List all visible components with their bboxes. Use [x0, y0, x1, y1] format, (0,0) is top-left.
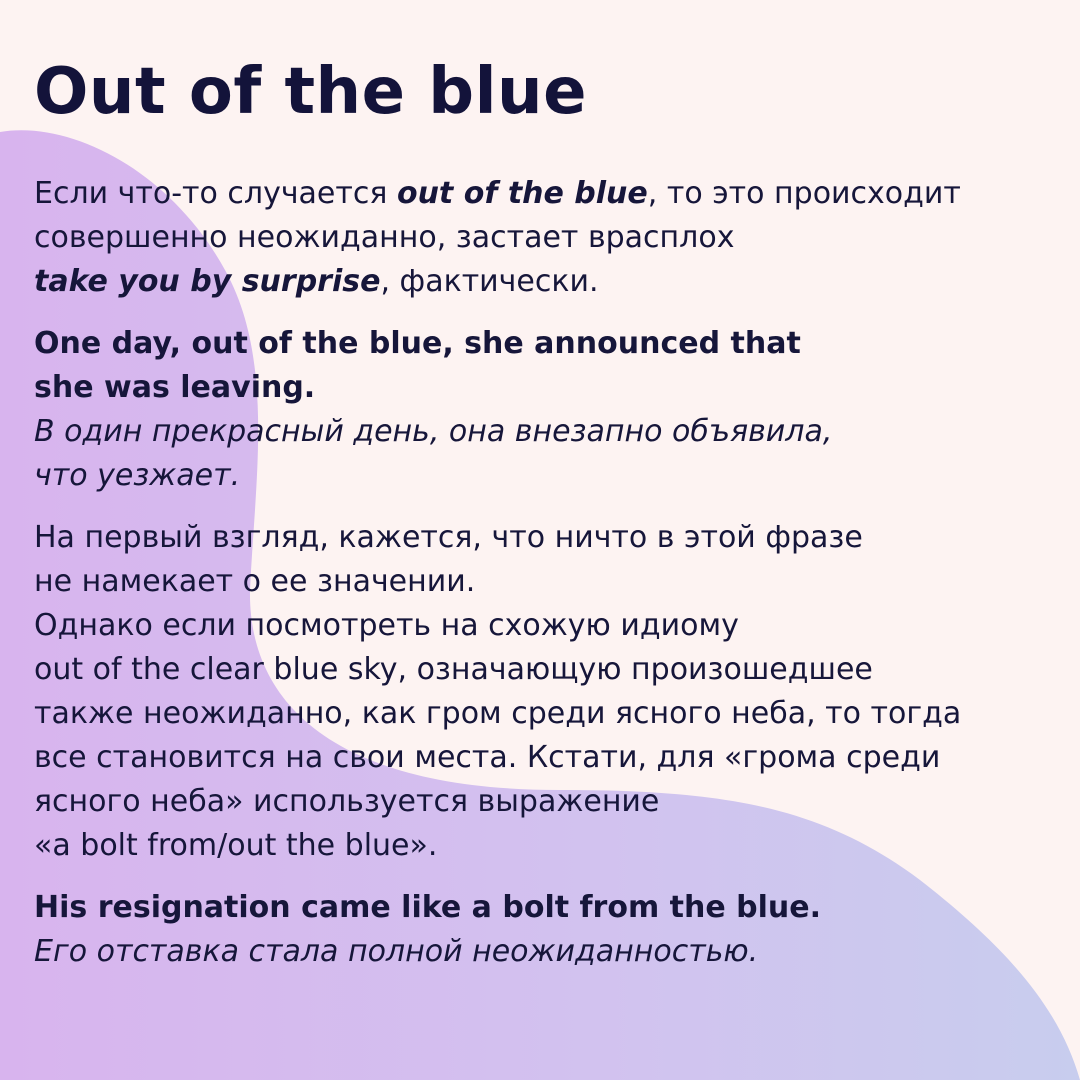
- example-1-translation-line-2: что уезжает.: [34, 458, 241, 493]
- explanation-line: также неожиданно, как гром среди ясного неба, то тогда: [34, 696, 962, 731]
- explanation-line: «a bolt from/out the blue».: [34, 828, 438, 863]
- explanation-line: все становится на свои места. Кстати, для «грома среди: [34, 740, 941, 775]
- explanation-line: out of the clear blue sky, означающую произошедшее: [34, 652, 873, 687]
- intro-line-2: совершенно неожиданно, застает врасплох: [34, 220, 735, 255]
- intro-line-3: [34, 260, 961, 304]
- synonym-highlight: take you by surprise: [34, 264, 381, 299]
- intro-line-1: [34, 172, 961, 216]
- idiom-highlight: out of the blue: [396, 176, 648, 211]
- explanation-line: ясного неба» используется выражение: [34, 784, 660, 819]
- explanation-line: Однако если посмотреть на схожую идиому: [34, 608, 739, 643]
- intro-text: Если что-то случается: [34, 176, 397, 211]
- example-1-translation-line-1: В один прекрасный день, она внезапно объявила,: [34, 414, 833, 449]
- intro-paragraph: [34, 172, 961, 304]
- example-1-english-line-1: One day, out of the blue, she announced that: [34, 326, 801, 361]
- example-1: [34, 322, 832, 498]
- example-2: [34, 886, 821, 974]
- intro-text: , фактически.: [380, 264, 599, 299]
- example-2-english: His resignation came like a bolt from the blue.: [34, 890, 822, 925]
- explanation-line: не намекает о ее значении.: [34, 564, 476, 599]
- example-1-english-line-2: she was leaving.: [34, 370, 316, 405]
- example-2-translation: Его отставка стала полной неожиданностью.: [34, 934, 759, 969]
- explanation-paragraph: [34, 516, 961, 868]
- explanation-line: На первый взгляд, кажется, что ничто в этой фразе: [34, 520, 863, 555]
- intro-text: , то это происходит: [647, 176, 961, 211]
- page-title: Out of the blue: [34, 55, 587, 129]
